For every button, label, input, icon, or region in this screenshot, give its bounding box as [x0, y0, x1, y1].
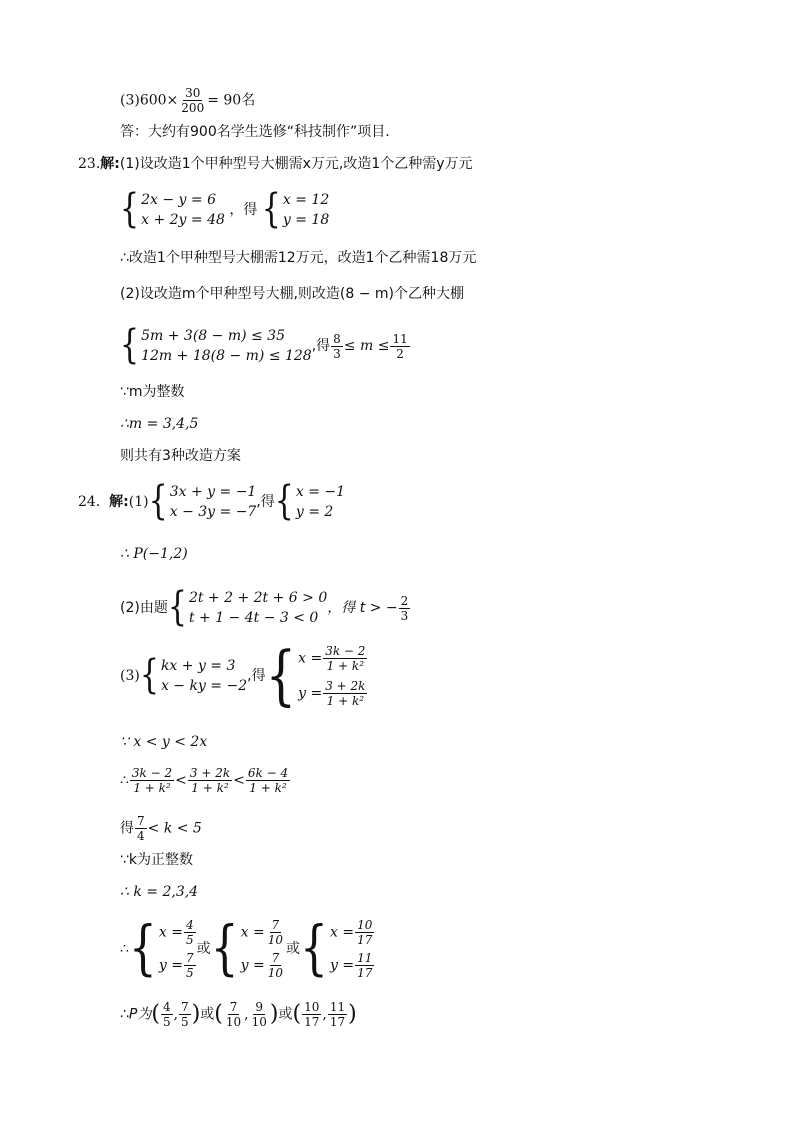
result-text: ，得 t > −	[327, 600, 398, 616]
answer-3-prefix: (3)600×	[120, 92, 179, 109]
denominator: 17	[357, 933, 373, 947]
denominator: 10	[267, 966, 284, 980]
q23-because: ∵m为整数	[120, 384, 185, 400]
numerator: 30	[185, 86, 201, 100]
q24-point-p: ∴ P(−1,2)	[120, 546, 188, 562]
numerator: 7	[271, 918, 280, 932]
denominator: 17	[329, 1015, 346, 1029]
denominator: 200	[181, 101, 205, 115]
fraction	[179, 86, 206, 115]
q23-system-1	[120, 185, 330, 233]
answer-summary: 答：大约有900名学生选修“科技制作”项目.	[120, 124, 390, 140]
question-number: 24.	[78, 494, 101, 510]
inequality: 5m + 3(8 − m) ≤ 35	[141, 328, 285, 344]
inequality: 2t + 2 + 2t + 6 > 0	[188, 590, 328, 606]
therefore-symbol: ∴	[120, 941, 129, 957]
therefore-symbol: ∴	[120, 772, 129, 789]
equation: kx + y = 3	[160, 658, 236, 674]
equation: x + 2y = 48	[141, 212, 225, 228]
denominator: 17	[357, 966, 373, 980]
answer-3-tail: = 90名	[207, 92, 256, 109]
inequality: t + 1 − 4t − 3 < 0	[188, 610, 319, 626]
equation: y =	[158, 957, 184, 974]
p-label: ∴P为	[120, 1006, 152, 1023]
less-than: <	[233, 772, 245, 789]
denominator: 5	[181, 1015, 189, 1029]
denominator: 10	[267, 933, 284, 947]
equation: x =	[158, 924, 183, 941]
numerator: 7	[229, 1000, 238, 1014]
numerator: 2	[400, 593, 409, 608]
equation: 3x + y = −1	[169, 484, 257, 500]
equation: x =	[298, 650, 323, 667]
fraction	[390, 332, 409, 361]
part-label: (2)由题	[120, 600, 168, 616]
inequality-system: { 2t + 2 + 2t + 6 > 0 t + 1 − 4t − 3 < 0	[167, 583, 328, 631]
equation-system: { kx + y = 3 x − ky = −2	[139, 651, 248, 699]
q24-line-1	[78, 477, 346, 525]
answer-3-line	[120, 86, 255, 115]
less-than: <	[175, 772, 187, 789]
numerator: 11	[329, 1000, 346, 1014]
q24-solutions	[120, 913, 375, 983]
numerator: 8	[333, 331, 341, 346]
then-text: 得	[120, 820, 134, 837]
numerator: 3 + 2k	[325, 679, 366, 693]
denominator: 3	[333, 346, 341, 361]
q24-because-1: ∵ x < y < 2x	[120, 734, 208, 750]
fraction	[399, 594, 411, 623]
solution-label: 解:	[100, 156, 120, 172]
q24-inequality-chain	[120, 766, 291, 795]
numerator: 4	[162, 1000, 171, 1014]
solution-system: { x = $\frac{7}{10}$ y = $\frac{7}{10}$	[210, 913, 284, 983]
then-text: ，得	[229, 202, 258, 218]
numerator: 7	[137, 814, 145, 828]
inequality-system: { 5m + 3(8 − m) ≤ 35 12m + 18(8 − m) ≤ 128	[120, 321, 312, 369]
or-text: 或	[286, 941, 301, 957]
q24-range-k	[120, 814, 202, 843]
inequality-tail: < k < 5	[147, 820, 202, 837]
denominator: 2	[396, 346, 404, 361]
denominator: 5	[186, 966, 194, 980]
numerator: 7	[186, 951, 194, 965]
denominator: 4	[137, 829, 145, 843]
solution-system: { x = −1 y = 2	[274, 477, 346, 525]
q24-k-values: ∴ k = 2,3,4	[120, 884, 199, 900]
or-text: 或	[200, 1006, 215, 1023]
denominator: 1 + k²	[326, 694, 365, 708]
part-label: (3)	[120, 668, 140, 684]
equation: x − ky = −2	[160, 678, 248, 694]
part-label: (1)	[128, 494, 149, 510]
solution-label: 解:	[109, 494, 129, 510]
numerator: 6k − 4	[247, 766, 289, 780]
q24-because-2: ∵k为正整数	[120, 852, 194, 868]
q23-final: 则共有3种改造方案	[120, 448, 241, 464]
numerator: 7	[271, 951, 280, 965]
q23-part1-text: (1)设改造1个甲种型号大棚需x万元,改造1个乙种需y万元	[119, 156, 473, 172]
q23-line-1	[78, 154, 473, 174]
denominator: 3	[400, 608, 409, 623]
q24-part3	[120, 638, 368, 714]
numerator: 10	[304, 1000, 320, 1014]
solution-system: { x = $\frac{3k - 2}{\text{1 + k²}}$ y = $\frac{3 + 2k}{\text{1 + k²}}$	[265, 638, 366, 714]
or-text: 或	[278, 1006, 293, 1023]
numerator: 11	[357, 951, 373, 965]
numerator: 11	[392, 331, 408, 346]
solution-system: { x = $\frac{4}{5}$ y = $\frac{7}{5}$	[128, 913, 194, 983]
question-number: 23.	[78, 156, 101, 172]
denominator: 1 + k²	[249, 781, 287, 795]
equation: y =	[330, 957, 355, 974]
equation: x = −1	[295, 484, 346, 500]
equation: x − 3y = −7	[169, 504, 257, 520]
inequality-middle: ≤ m ≤	[343, 338, 390, 354]
numerator: 3k − 2	[131, 766, 173, 780]
numerator: 10	[357, 918, 373, 932]
fraction	[331, 332, 343, 361]
denominator: 5	[186, 933, 194, 947]
q24-p-values: ∴P为( $\frac{4}{5}$ , $\frac{7}{5}$ )或( $\frac{7}{10}$ , $\frac{9}{10}$ )或( $\frac{10}{17}$ , $\frac{11}{17}$ )	[120, 1000, 357, 1029]
numerator: 9	[255, 1000, 264, 1014]
then-text: ,得	[256, 494, 275, 510]
numerator: 3 + 2k	[189, 766, 231, 780]
denominator: 1 + k²	[191, 781, 229, 795]
numerator: 7	[181, 1000, 189, 1014]
denominator: 10	[251, 1015, 267, 1029]
denominator: 5	[162, 1015, 171, 1029]
q23-conclusion-1: ∴改造1个甲种型号大棚需12万元，改造1个乙种需18万元	[120, 250, 477, 266]
or-text: 或	[196, 941, 211, 957]
q24-part2	[120, 583, 411, 631]
then-text: ,得	[311, 338, 331, 354]
solution-system: { x = 12 y = 18	[261, 185, 330, 233]
equation: y =	[240, 957, 265, 974]
denominator: 17	[304, 1015, 320, 1029]
numerator: 3k − 2	[325, 644, 366, 658]
denominator: 1 + k²	[326, 659, 365, 673]
equation-system: { 2x − y = 6 x + 2y = 48	[120, 185, 225, 233]
equation-system: { 3x + y = −1 x − 3y = −7	[148, 477, 257, 525]
q23-part2-text: (2)设改造m个甲种型号大棚,则改造(8 − m)个乙种大棚	[120, 286, 465, 302]
equation: y = 18	[282, 212, 330, 228]
equation: 2x − y = 6	[141, 192, 216, 208]
q23-system-2	[120, 321, 411, 369]
inequality: 12m + 18(8 − m) ≤ 128	[141, 348, 312, 364]
then-text: ,得	[247, 668, 266, 684]
denominator: 1 + k²	[133, 781, 171, 795]
equation: y = 2	[295, 504, 334, 520]
solution-system: { x = $\frac{10}{17}$ y = $\frac{11}{17}$	[300, 913, 373, 983]
denominator: 10	[225, 1015, 242, 1029]
equation: x =	[330, 924, 355, 941]
equation: x = 12	[282, 192, 330, 208]
equation: y =	[298, 685, 323, 702]
numerator: 4	[186, 918, 194, 932]
equation: x =	[240, 924, 265, 941]
q23-therefore: ∴m = 3,4,5	[120, 416, 199, 432]
